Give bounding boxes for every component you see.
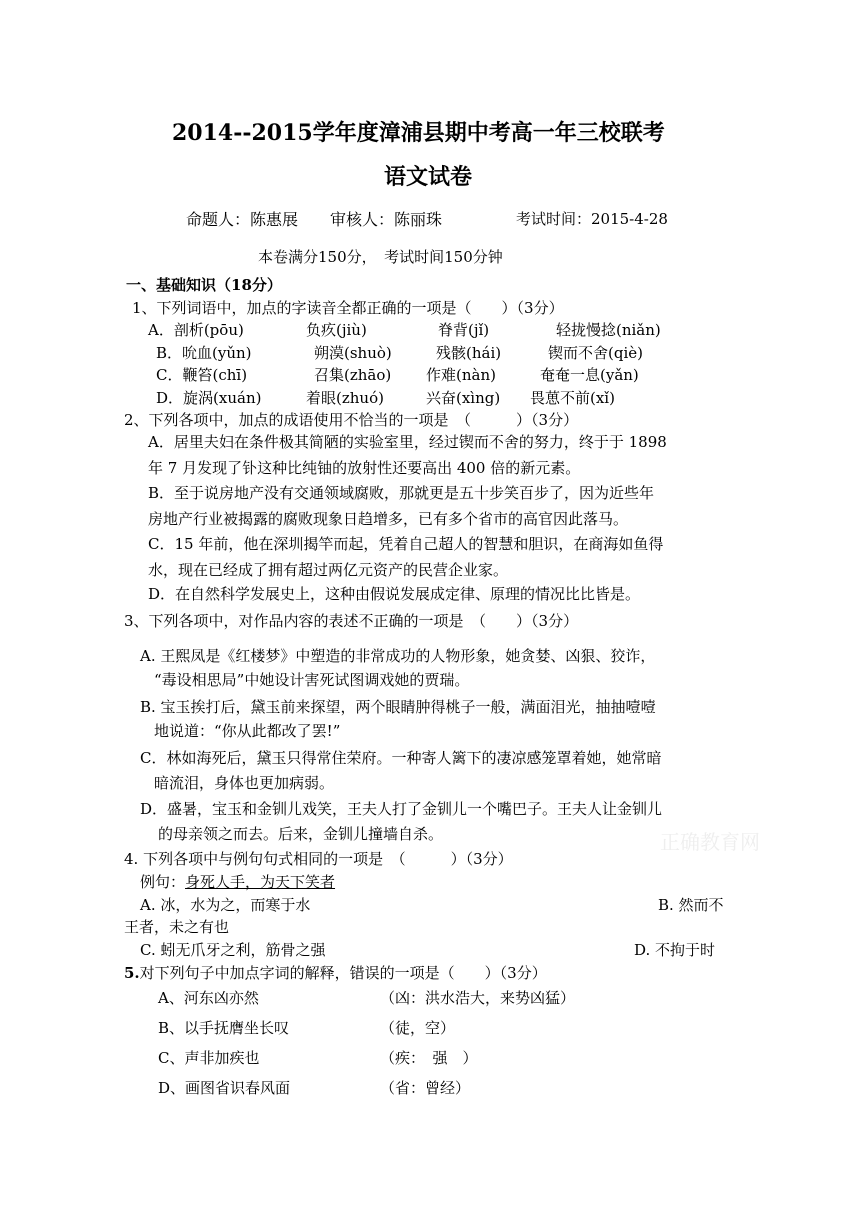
q1-option-c-3: 作难(nàn) [426,366,496,384]
q4-option-b: B. 然而不 [658,896,724,914]
q3-option-b-line2: 地说道：“你从此都改了罢!” [154,722,341,740]
q4-example-label: 例句： [140,873,186,891]
q1-option-c-1: C．鞭笞(chī) [156,366,248,384]
q1-option-b-2: 朔漠(shuò) [314,344,392,362]
q1-option-a-3: 脊背(jǐ) [438,321,490,339]
q4-example-text: 身死人手，为天下笑者 [185,873,336,891]
q1-option-b-3: 残骸(hái) [436,344,502,362]
q5-option-b: B、以手抚膺坐长叹 [158,1019,290,1037]
q3-option-c-line2: 暗流泪，身体也更加病弱。 [154,774,335,792]
q5-stem-text: 对下列句子中加点字词的解释，错误的一项是（ ）（3分） [139,964,547,982]
q4-option-c: C. 蚓无爪牙之利，筋骨之强 [140,941,326,959]
q2-option-a-line2: 年 7 月发现了钋这种比纯铀的放射性还要高出 400 倍的新元素。 [148,459,581,477]
exam-title: 2014--2015学年度漳浦县期中考高一年三校联考 [172,120,665,146]
q5-option-a-gloss: （凶：洪水浩大，来势凶猛） [380,989,576,1007]
q3-option-c-line1: C．林如海死后，黛玉只得常住荣府。一种寄人篱下的凄凉感笼罩着她，她常暗 [140,749,662,767]
q1-option-b-1: B．吮血(yǔn) [156,344,252,362]
q3-option-d-line2: 的母亲领之而去。后来，金钏儿撞墙自杀。 [158,825,444,843]
q5-option-b-gloss: （徒，空） [380,1019,456,1037]
q2-option-b-line2: 房地产行业被揭露的腐败现象日趋增多，已有多个省市的高官因此落马。 [148,510,629,528]
q1-option-d-2: 着眼(zhuó) [306,389,384,407]
q3-option-a-line2: “毒设相思局”中她设计害死试图调戏她的贾瑞。 [154,671,470,689]
watermark: 正确教育网 [660,830,760,854]
q4-example [140,871,335,893]
q3-option-b-line1: B. 宝玉挨打后，黛玉前来探望，两个眼睛肿得桃子一般，满面泪光，抽抽噎噎 [140,698,656,716]
q4-option-a: A. 冰，水为之，而寒于水 [140,896,311,914]
q5-number: 5. [124,964,140,982]
q4-option-b-continued: 王者，未之有也 [124,918,230,936]
q2-option-a-line1: A．居里夫妇在条件极其简陋的实验室里，经过锲而不舍的努力，终于于 1898 [148,433,667,451]
q3-option-a-line1: A. 王熙凤是《红楼梦》中塑造的非常成功的人物形象，她贪婪、凶狠、狡诈， [140,647,656,665]
q5-option-d-gloss: （省：曾经） [380,1079,471,1097]
section-heading: 一、基础知识（18分） [126,276,282,294]
q1-option-a-2: 负疚(jiù) [306,321,367,339]
q5-stem [124,962,547,984]
exam-authors: 命题人：陈惠展 审核人：陈丽珠 [186,210,443,229]
q5-option-a: A、河东凶亦然 [158,989,259,1007]
q3-stem: 3、下列各项中，对作品内容的表述不正确的一项是 （ ）（3分） [124,612,579,630]
q1-option-b-4: 锲而不舍(qiè) [548,344,643,362]
q4-stem: 4. 下列各项中与例句句式相同的一项是 （ ）（3分） [124,850,513,868]
q2-option-c-line1: C．15 年前，他在深圳揭竿而起，凭着自己超人的智慧和胆识，在商海如鱼得 [148,535,664,553]
q5-option-c: C、声非加疾也 [158,1049,260,1067]
q1-option-d-3: 兴奋(xìng) [426,389,501,407]
exam-date: 考试时间：2015-4-28 [516,210,668,228]
q1-option-d-4: 畏葸不前(xǐ) [530,389,615,407]
q1-option-c-2: 召集(zhāo) [314,366,392,384]
exam-note: 本卷满分150分， 考试时间150分钟 [258,248,503,266]
exam-subtitle: 语文试卷 [384,164,473,190]
q3-option-d-line1: D．盛暑，宝玉和金钏儿戏笑，王夫人打了金钏儿一个嘴巴子。王夫人让金钏儿 [140,800,663,818]
q1-option-c-4: 奄奄一息(yǎn) [540,366,639,384]
q5-option-d: D、画图省识春风面 [158,1079,291,1097]
q5-option-c-gloss: （疾： 强 ） [380,1049,478,1067]
q2-option-d-line1: D．在自然科学发展史上，这种由假说发展成定律、原理的情况比比皆是。 [148,585,641,603]
q1-option-d-1: D．旋涡(xuán) [156,389,262,407]
q1-stem: 1、下列词语中，加点的字读音全都正确的一项是（ ）（3分） [132,299,564,317]
q2-stem: 2、下列各项中，加点的成语使用不恰当的一项是 （ ）（3分） [124,411,579,429]
q1-option-a-1: A．剖析(pōu) [148,321,244,339]
q2-option-c-line2: 水，现在已经成了拥有超过两亿元资产的民营企业家。 [148,561,509,579]
q4-option-d: D. 不拘于时 [634,941,716,959]
q2-option-b-line1: B．至于说房地产没有交通领域腐败，那就更是五十步笑百步了，因为近些年 [148,484,655,502]
q1-option-a-4: 轻拢慢捻(niǎn) [556,321,661,339]
